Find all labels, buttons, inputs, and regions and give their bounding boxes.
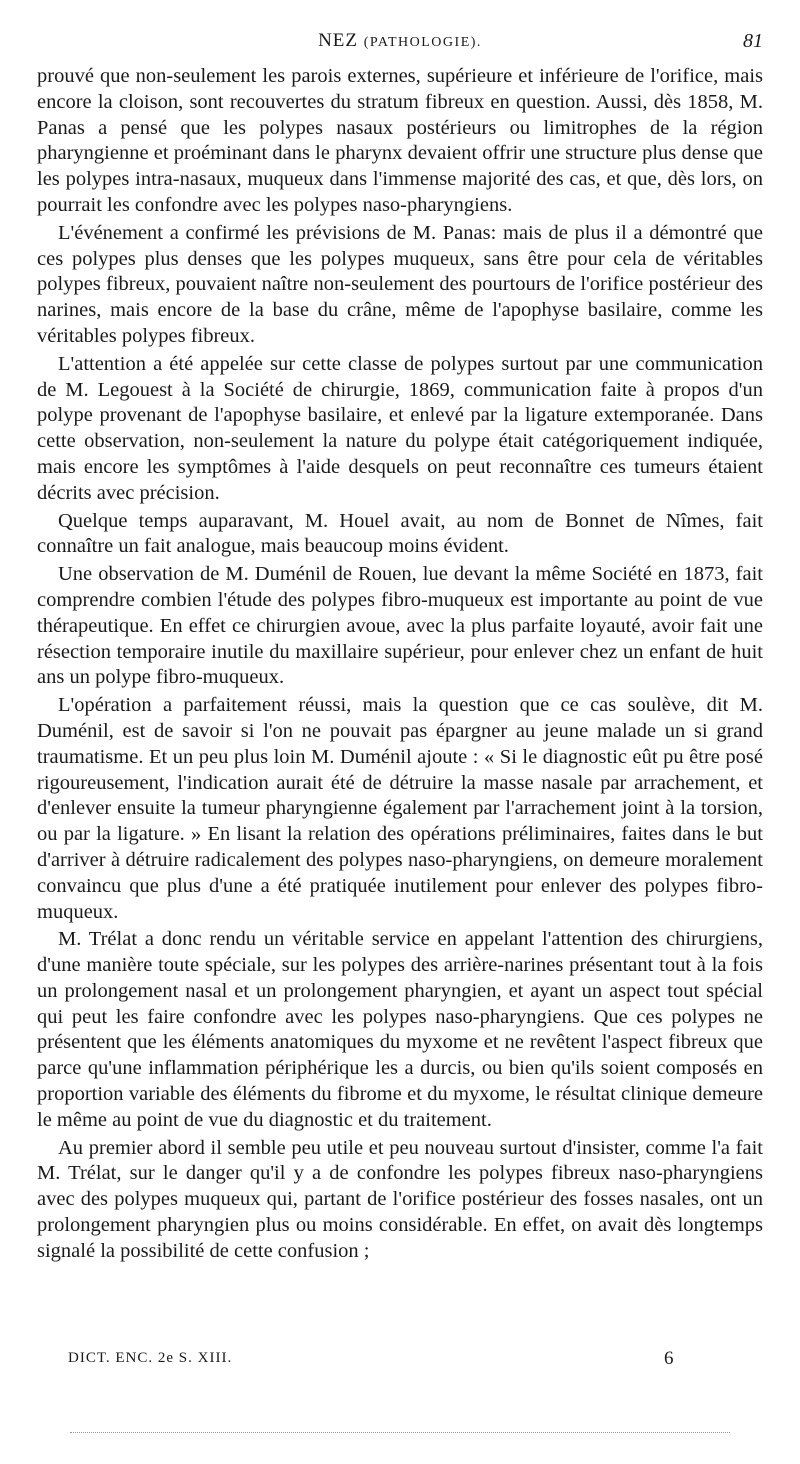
page-number: 81 xyxy=(743,30,763,52)
paragraph-1: prouvé que non-seulement les parois externes, supérieure et inférieure de l'orifice, mais encore la cloison, sont recouvertes du stratum fibreux en question. Aussi, dès 1858, M. Panas a pensé que les polypes nasaux postérieurs ou limitrophes de la région pharyngienne et proéminant dans le pharynx devaient offrir une structure plus dense que les polypes intra-nasaux, muqueux dans l'immense majorité des cas, et que, dès lors, on pourrait les confondre avec les polypes naso-pharyngiens. xyxy=(37,65,763,216)
body-text xyxy=(37,64,763,1265)
bottom-rule xyxy=(70,1432,730,1433)
signature-mark: DICT. ENC. 2e S. XIII. xyxy=(68,1350,233,1366)
running-header xyxy=(37,30,763,60)
paragraph-2: L'événement a confirmé les prévisions de M. Panas: mais de plus il a démontré que ces polypes plus denses que les polypes muqueux, sans être pour cela de véritables polypes fibreux, pouvaient naître non-seulement des pourtours de l'orifice postérieur des narines, mais encore de la base du crâne, même de l'apophyse basilaire, comme les véritables polypes fibreux. xyxy=(37,221,763,347)
running-title-main: NEZ xyxy=(318,30,359,51)
paragraph-6: L'opération a parfaitement réussi, mais la question que ce cas soulève, dit M. Duménil, est de savoir si l'on ne pouvait pas épargner au jeune malade un si grand traumatisme. Et un peu plus loin M. Duménil ajoute : « Si le diagnostic eût pu être posé rigoureusement, l'indication aurait été de détruire la masse nasale par arrachement, et d'enlever ensuite la tumeur pharyngienne également par l'arrachement joint à la torsion, ou par la ligature. » En lisant la relation des opérations préliminaires, faites dans le but d'arriver à détruire radicalement des polypes naso-pharyngiens, on demeure moralement convaincu que plus d'une a été pratiquée inutilement pour enlever des polypes fibro-muqueux. xyxy=(37,694,763,923)
paragraph-5: Une observation de M. Duménil de Rouen, lue devant la même Société en 1873, fait comprendre combien l'étude des polypes fibro-muqueux est importante au point de vue thérapeutique. En effet ce chirurgien avoue, avec la plus parfaite loyauté, avoir fait une résection temporaire inutile du maxillaire supérieur, pour enlever chez un enfant de huit ans un polype fibro-muqueux. xyxy=(37,563,763,689)
paragraph-7: M. Trélat a donc rendu un véritable service en appelant l'attention des chirurgiens, d'une manière toute spéciale, sur les polypes des arrière-narines présentant tout à la fois un prolongement nasal et un prolongement pharyngien, et ayant un aspect tout spécial qui peut les faire confondre avec les polypes naso-pharyngiens. Que ces polypes ne présentent que les éléments anatomiques du myxome et ne revêtent l'aspect fibreux que parce qu'une inflammation périphérique les a durcis, ou bien qu'ils soient composés en proportion variable des éléments du fibrome et du myxome, le résultat clinique demeure le même au point de vue du diagnostic et du traitement. xyxy=(37,928,763,1131)
sheet-number: 6 xyxy=(664,1348,675,1369)
paragraph-8: Au premier abord il semble peu utile et peu nouveau surtout d'insister, comme l'a fait M. Trélat, sur le danger qu'il y a de confondre les polypes fibreux naso-pharyngiens avec des polypes muqueux qui, partant de l'orifice postérieur des fosses nasales, ont un prolongement pharyngien plus ou moins considérable. En effet, on avait dès longtemps signalé la possibilité de cette confusion ; xyxy=(37,1136,763,1262)
paragraph-3: L'attention a été appelée sur cette classe de polypes surtout par une communication de M. Legouest à la Société de chirurgie, 1869, communication faite à propos d'un polype provenant de l'apophyse basilaire, et enlevé par la ligature extemporanée. Dans cette observation, non-seulement la nature du polype était catégoriquement indiquée, mais encore les symptômes à l'aide desquels on peut reconnaître ces tumeurs étaient décrits avec précision. xyxy=(37,352,763,504)
paragraph-4: Quelque temps auparavant, M. Houel avait, au nom de Bonnet de Nîmes, fait connaître un fait analogue, mais beaucoup moins évident. xyxy=(37,509,763,558)
running-title xyxy=(37,30,763,52)
running-title-sub: (PATHOLOGIE). xyxy=(363,35,482,50)
page xyxy=(37,30,763,1267)
